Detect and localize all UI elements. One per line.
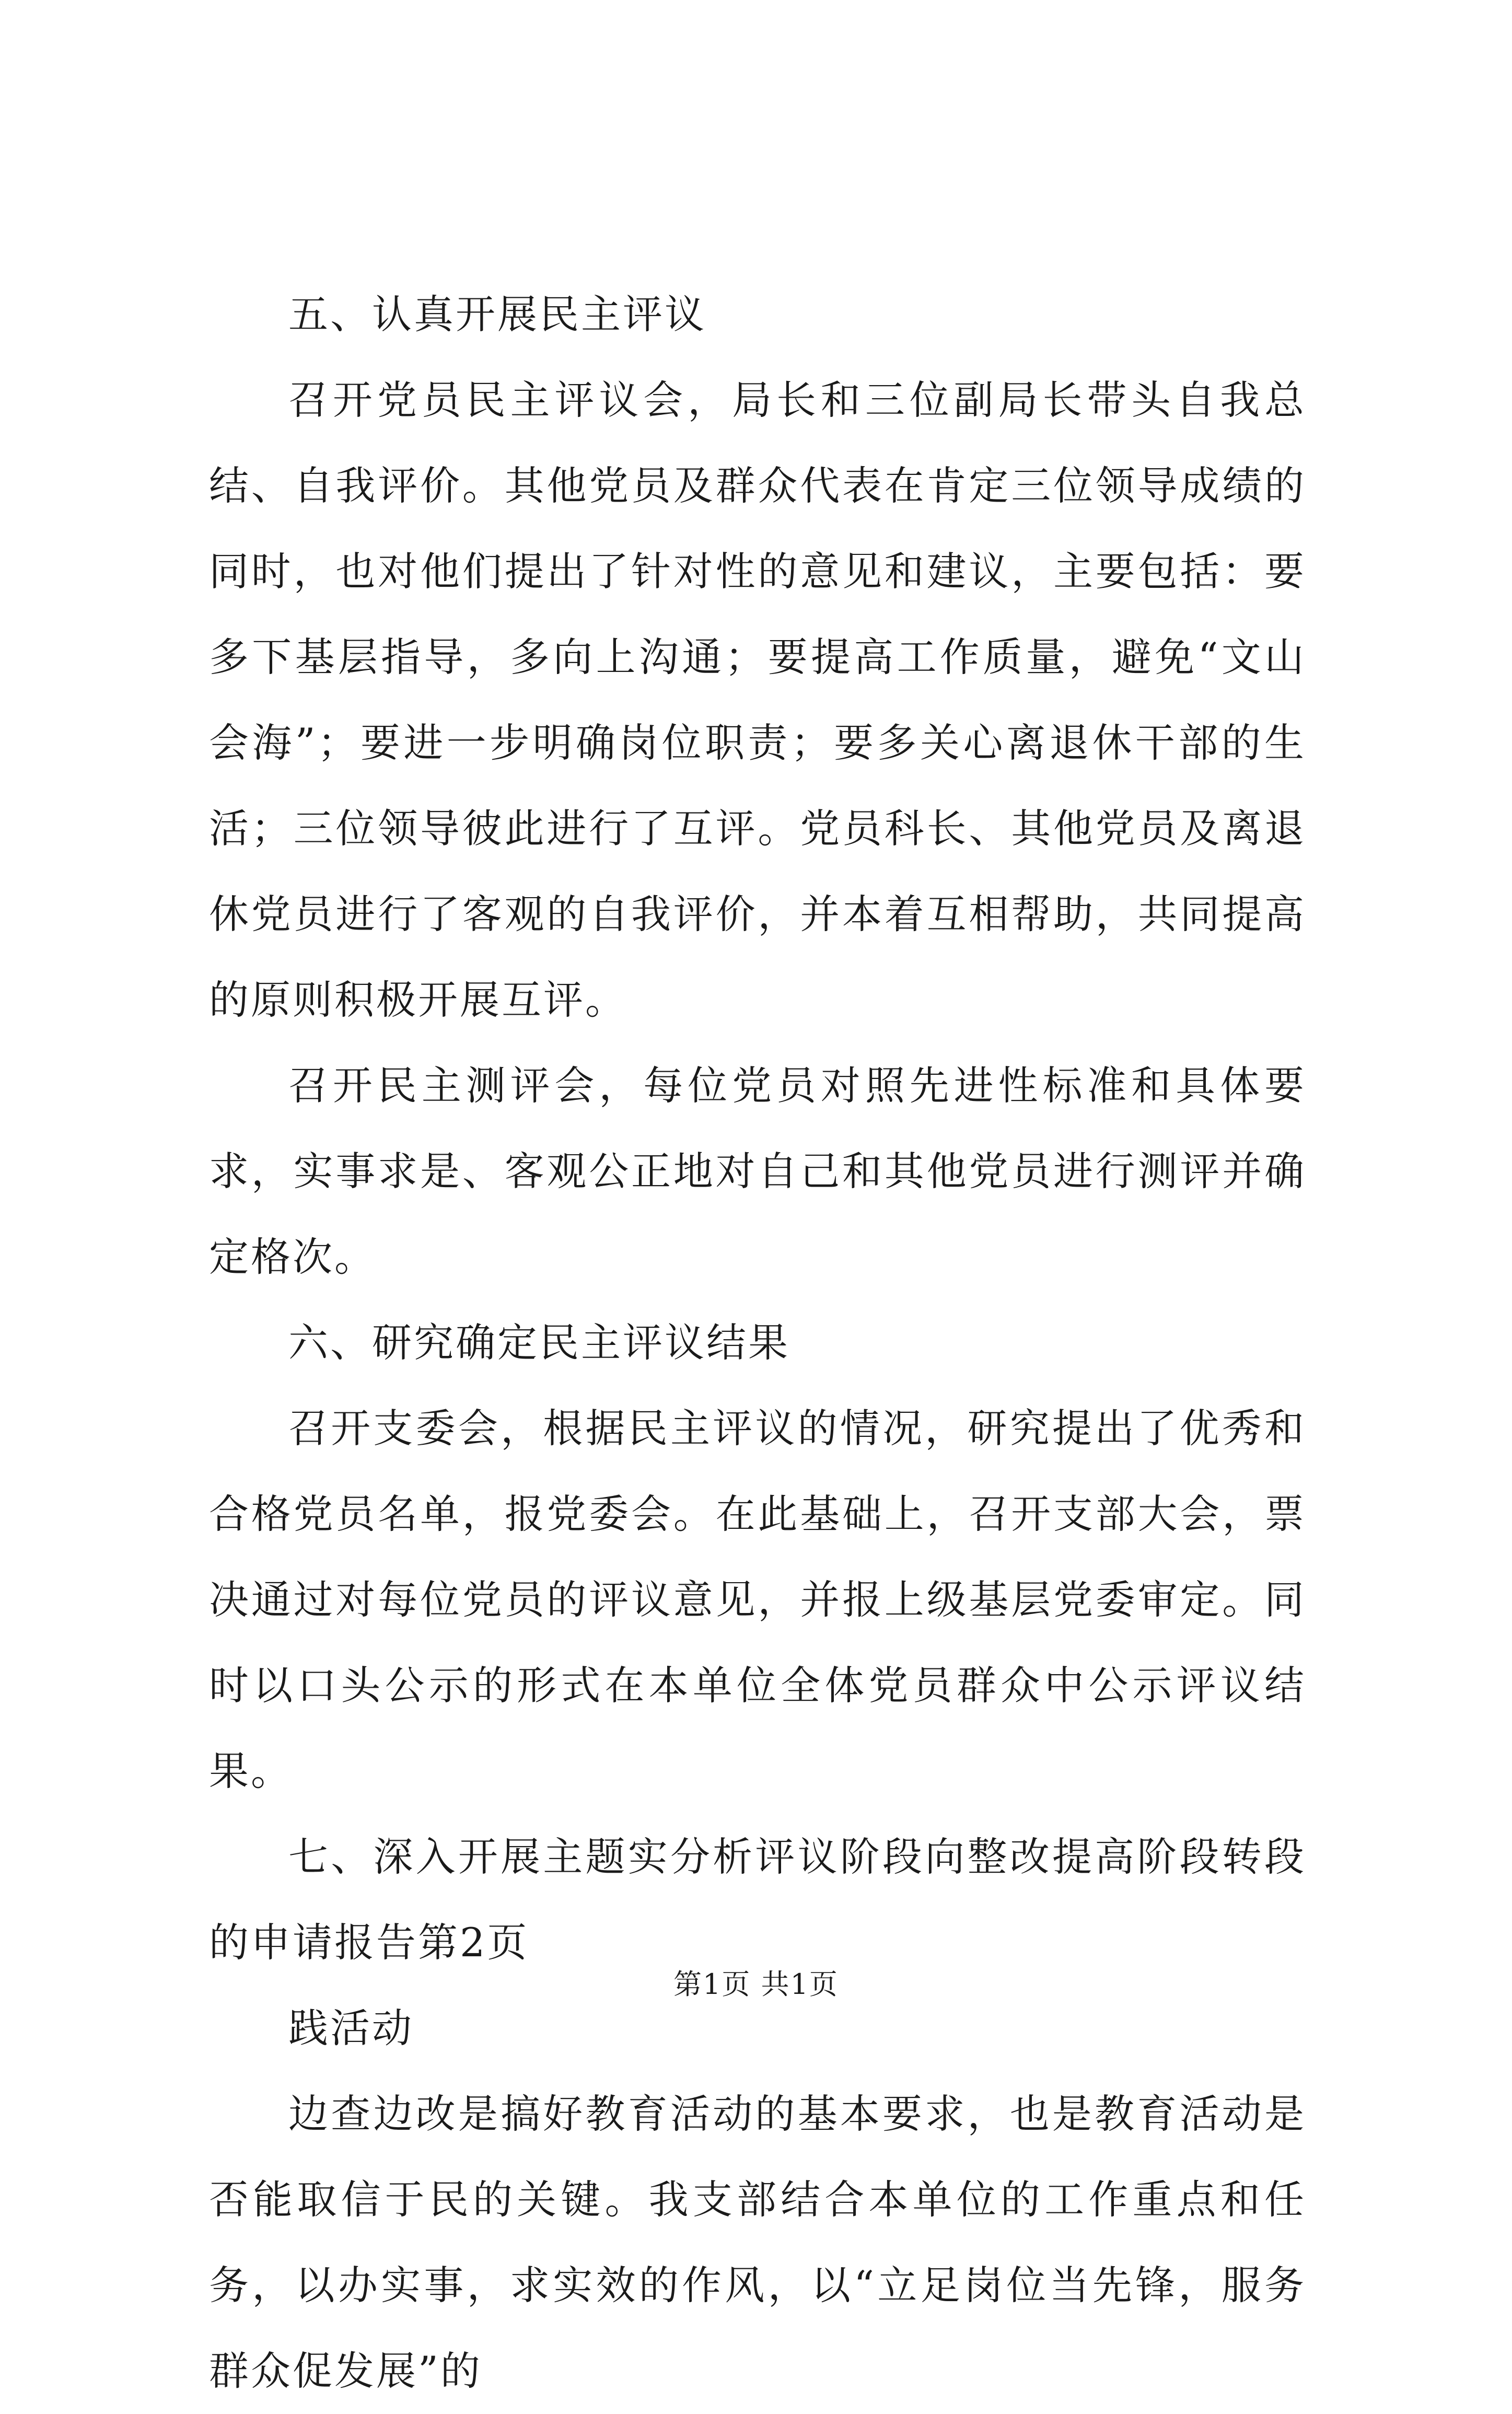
section-heading-7: 七、深入开展主题实分析评议阶段向整改提高阶段转段的申请报告第2页 [209, 1833, 1306, 1966]
document-body [209, 272, 1306, 2414]
section-heading-7-continued: 践活动 [288, 2005, 414, 2051]
section-heading-5: 五、认真开展民主评议 [288, 291, 706, 338]
page-footer: 第1页 共1页 [673, 1968, 839, 2001]
paragraph-assessment-meeting: 召开民主测评会，每位党员对照先进性标准和具体要求，实事求是、客观公正地对自己和其他党员进行测评并确定格次。 [209, 1062, 1306, 1280]
section-heading-6: 六、研究确定民主评议结果 [288, 1319, 790, 1366]
paragraph-evaluation-meeting: 召开党员民主评议会，局长和三位副局长带头自我总结、自我评价。其他党员及群众代表在肯定三位领导成绩的同时，也对他们提出了针对性的意见和建议，主要包括：要多下基层指导，多向上沟通；要提高工作质量，避免“文山会海”；要进一步明确岗位职责；要多关心离退休干部的生活；三位领导彼此进行了互评。党员科长、其他党员及离退休党员进行了客观的自我评价，并本着互相帮助，共同提高的原则积极开展互评。 [209, 377, 1306, 1023]
paragraph-committee-meeting: 召开支委会，根据民主评议的情况，研究提出了优秀和合格党员名单，报党委会。在此基础上，召开支部大会，票决通过对每位党员的评议意见，并报上级基层党委审定。同时以口头公示的形式在本单位全体党员群众中公示评议结果。 [209, 1405, 1306, 1794]
paragraph-rectification: 边查边改是搞好教育活动的基本要求，也是教育活动是否能取信于民的关键。我支部结合本单位的工作重点和任务，以办实事，求实效的作风，以“立足岗位当先锋，服务群众促发展”的 [209, 2091, 1306, 2394]
